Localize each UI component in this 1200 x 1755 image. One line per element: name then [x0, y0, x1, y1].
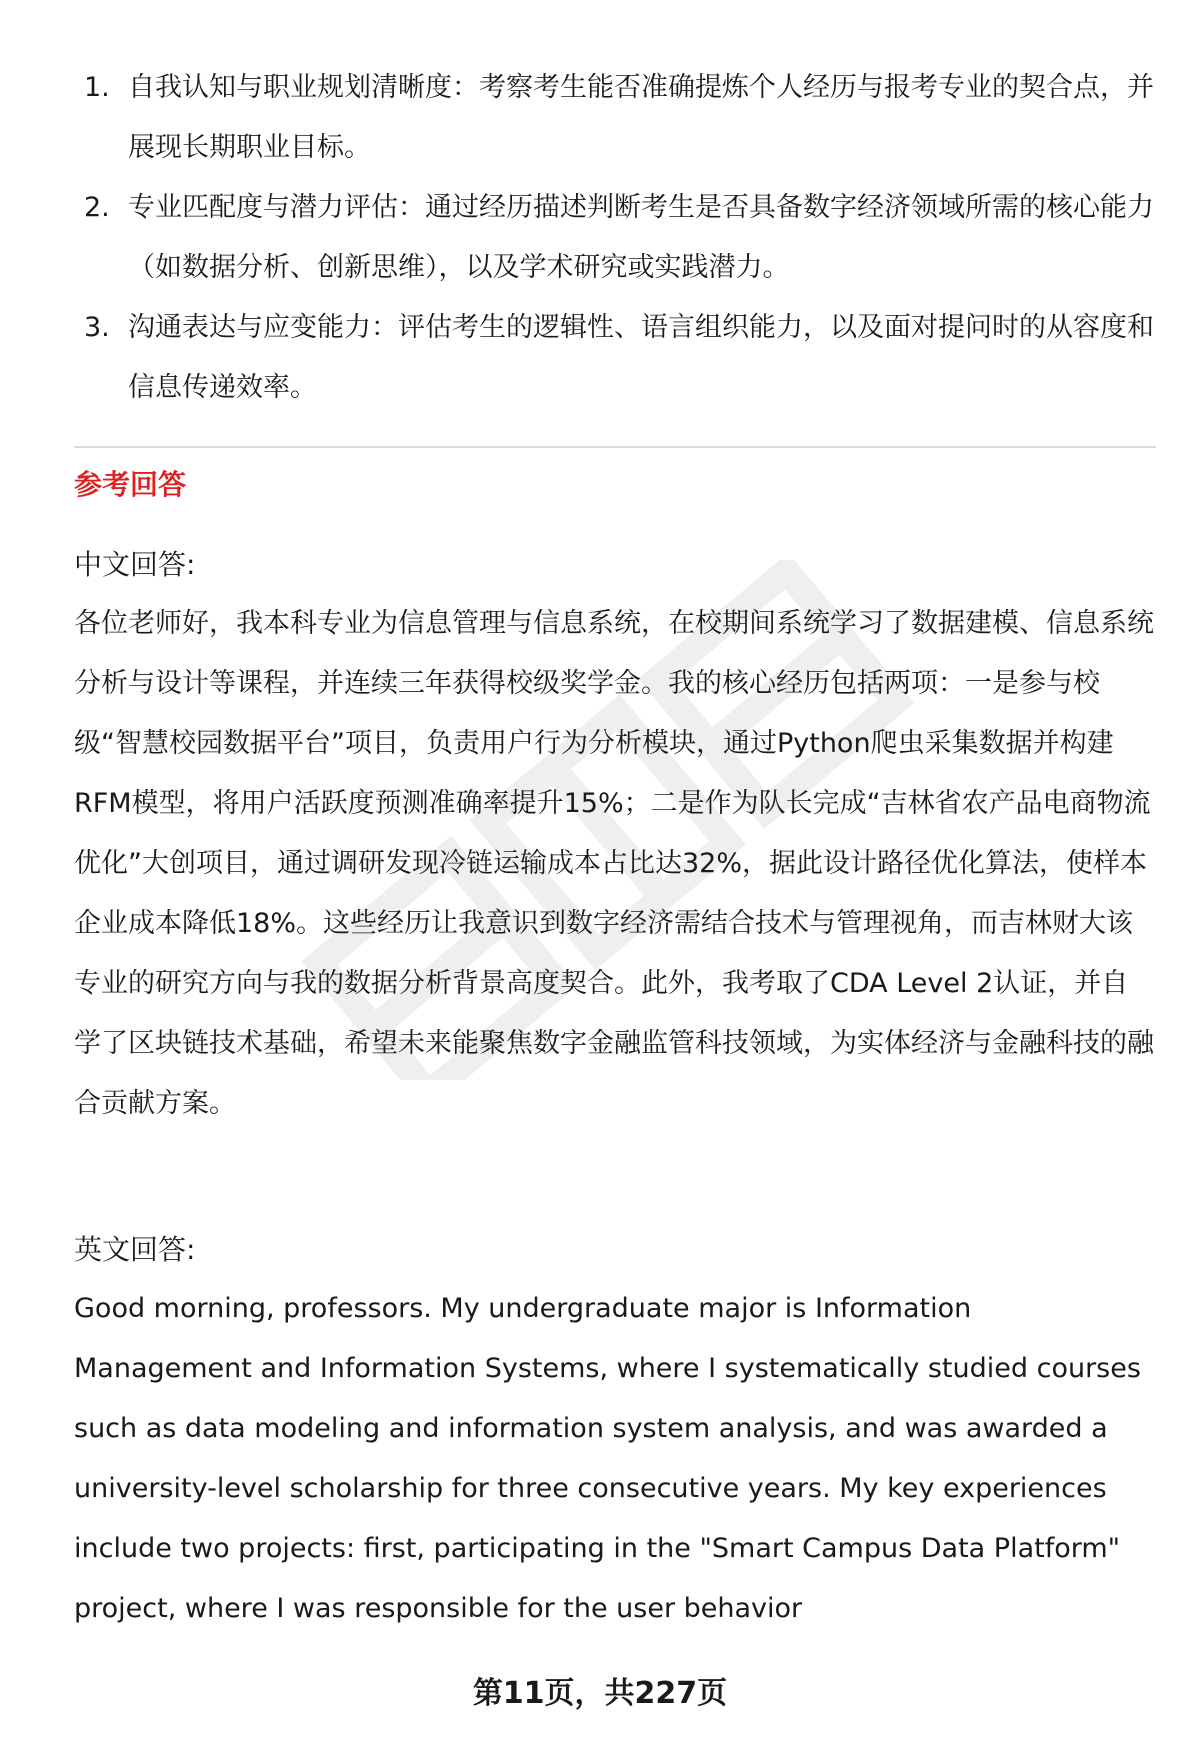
criteria-number: 3. — [84, 312, 110, 343]
criteria-number: 1. — [84, 72, 110, 103]
section-divider — [74, 446, 1156, 448]
reference-answer-heading: 参考回答 — [74, 468, 187, 501]
criteria-list — [74, 58, 1154, 418]
criteria-text: 自我认知与职业规划清晰度：考察考生能否准确提炼个人经历与报考专业的契合点，并展现长期职业目标。 — [128, 72, 1154, 163]
criteria-text: 沟通表达与应变能力：评估考生的逻辑性、语言组织能力，以及面对提问时的从容度和信息传递效率。 — [128, 312, 1154, 403]
english-answer-label: 英文回答: — [74, 1233, 196, 1266]
criteria-number: 2. — [84, 192, 110, 223]
criteria-text: 专业匹配度与潜力评估：通过经历描述判断考生是否具备数字经济领域所需的核心能力（如数据分析、创新思维），以及学术研究或实践潜力。 — [128, 192, 1154, 283]
page-number-footer: 第11页，共227页 — [472, 1676, 728, 1711]
english-answer-text: Good morning, professors. My undergraduate major is Information Management and Information Systems, where I systematically studied courses such as data modeling and information system analysis, and was awarded a university-level scholarship for three consecutive years. My key experiences include two projects: first, participating in the "Smart Campus Data Platform" project, where I was responsible for the user behavior — [74, 1293, 1141, 1624]
criteria-item — [74, 298, 1154, 418]
criteria-item — [74, 58, 1154, 178]
criteria-item — [74, 178, 1154, 298]
chinese-answer-label: 中文回答: — [74, 548, 196, 581]
chinese-answer-text: 各位老师好，我本科专业为信息管理与信息系统，在校期间系统学习了数据建模、信息系统分析与设计等课程，并连续三年获得校级奖学金。我的核心经历包括两项：一是参与校级“智慧校园数据平台”项目，负责用户行为分析模块，通过Python爬虫采集数据并构建RFM模型，将用户活跃度预测准确率提升15%；二是作为队长完成“吉林省农产品电商物流优化”大创项目，通过调研发现冷链运输成本占比达32%，据此设计路径优化算法，使样本企业成本降低18%。这些经历让我意识到数字经济需结合技术与管理视角，而吉林财大该专业的研究方向与我的数据分析背景高度契合。此外，我考取了CDA Level 2认证，并自学了区块链技术基础，希望未来能聚焦数字金融监管科技领域，为实体经济与金融科技的融合贡献方案。 — [74, 608, 1154, 1119]
